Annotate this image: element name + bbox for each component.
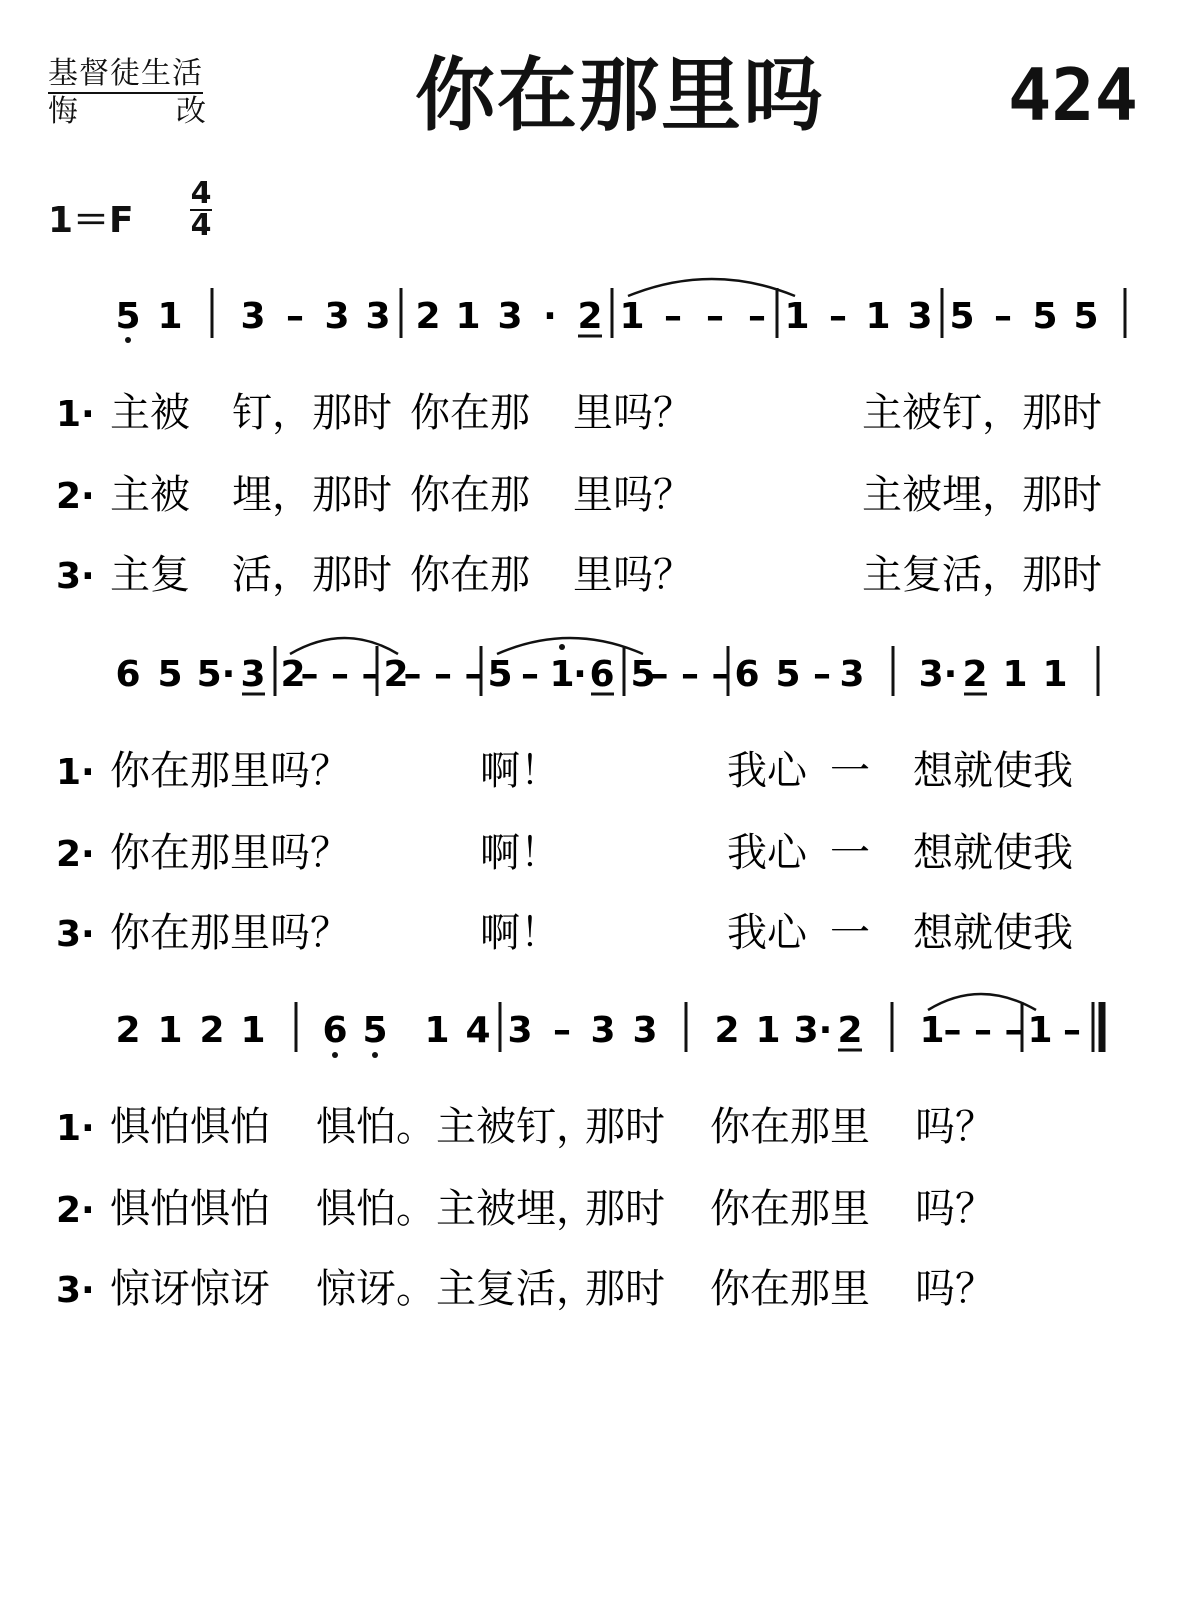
source-sub-b: 改 [176, 94, 206, 129]
note: 1 [1042, 654, 1068, 695]
note: 2 [415, 296, 441, 337]
note: 1 [455, 296, 481, 337]
lyric: 你在那里 [710, 1104, 870, 1150]
lyric: 埋，那时 [232, 472, 392, 518]
verse-number: 2· [56, 1190, 95, 1231]
note: – [994, 296, 1012, 337]
lyric: 啊！ [480, 748, 560, 794]
verse-number: 1· [56, 394, 95, 435]
verse-number: 1· [56, 752, 95, 793]
note: · [543, 296, 557, 337]
lyric: 惧怕惧怕 [110, 1104, 270, 1150]
note: 1 [865, 296, 891, 337]
lyric: 你在那里吗？ [110, 830, 350, 876]
lyric: 那时 [585, 1266, 665, 1312]
lyric: 主复 [110, 552, 190, 598]
note: 6 [589, 654, 615, 695]
note: – – – [650, 654, 730, 695]
note: 1 [549, 654, 575, 695]
system-3-lyrics [56, 1104, 995, 1312]
system-1-notes [115, 279, 1125, 343]
note: 1 [424, 1010, 450, 1051]
lyric: 想就使我 [913, 910, 1073, 956]
low-octave-dot [332, 1052, 338, 1058]
note: 1 [1002, 654, 1028, 695]
lyric: 你在那里吗？ [110, 748, 350, 794]
lyric: 惊讶。主复活， [316, 1266, 596, 1312]
note: 3 [240, 654, 266, 695]
note: 1 [1027, 1010, 1053, 1051]
lyric: 一 [830, 748, 870, 794]
lyric: 我心 [727, 830, 807, 876]
note: 1 [919, 1010, 945, 1051]
lyric: 惧怕。主被钉， [316, 1104, 596, 1150]
meter-bottom: 4 [190, 208, 212, 243]
lyric: 你在那里 [710, 1186, 870, 1232]
note: 2 [837, 1010, 863, 1051]
note: – [748, 296, 766, 337]
lyric: 主被 [110, 390, 190, 436]
note: – [1063, 1010, 1081, 1051]
note: 6 [115, 654, 141, 695]
note: 2 [280, 654, 306, 695]
lyric: 惧怕惧怕 [110, 1186, 270, 1232]
note: 3 [324, 296, 350, 337]
lyric: 吗？ [915, 1104, 995, 1150]
note: 2 [962, 654, 988, 695]
lyric: 啊！ [480, 830, 560, 876]
note: 2 [714, 1010, 740, 1051]
hymn-number: 424 [1007, 53, 1138, 137]
note: – [829, 296, 847, 337]
note: – [664, 296, 682, 337]
system-2-lyrics [56, 748, 1073, 956]
note: 2 [199, 1010, 225, 1051]
verse-number: 2· [56, 476, 95, 517]
hymn-title: 你在那里吗 [415, 49, 825, 142]
lyric: 你在那里 [710, 1266, 870, 1312]
note: 3 [497, 296, 523, 337]
note: 5 [630, 654, 656, 695]
note: 5· [196, 654, 236, 695]
high-octave-dot [559, 644, 565, 650]
verse-number: 3· [56, 1270, 95, 1311]
note: 5 [487, 654, 513, 695]
note: 3 [507, 1010, 533, 1051]
note: 1 [240, 1010, 266, 1051]
lyric: 你在那 [410, 472, 530, 518]
system-1-lyrics [56, 390, 1102, 598]
note: 6 [322, 1010, 348, 1051]
tie [628, 279, 795, 296]
note: 3 [632, 1010, 658, 1051]
lyric: 里吗？ [573, 552, 693, 598]
note: – [553, 1010, 571, 1051]
note: 5 [1073, 296, 1099, 337]
lyric: 里吗？ [573, 472, 693, 518]
lyric: 那时 [585, 1186, 665, 1232]
note: 2 [115, 1010, 141, 1051]
lyric: 你在那 [410, 390, 530, 436]
note: 3 [907, 296, 933, 337]
verse-number: 1· [56, 1108, 95, 1149]
note: 3 [365, 296, 391, 337]
note: 1 [157, 296, 183, 337]
note: 3 [590, 1010, 616, 1051]
note: – – – [943, 1010, 1023, 1051]
note: 5 [949, 296, 975, 337]
note: · [573, 654, 587, 695]
source-category: 基督徒生活 [48, 56, 203, 94]
note: 5 [115, 296, 141, 337]
lyric: 里吗？ [573, 390, 693, 436]
lyric: 钉，那时 [232, 390, 392, 436]
lyric: 吗？ [915, 1266, 995, 1312]
slur [497, 638, 643, 654]
lyric: 惊讶惊讶 [110, 1266, 270, 1312]
low-octave-dot [125, 337, 131, 343]
note: 1 [619, 296, 645, 337]
note: – [286, 296, 304, 337]
note: 1 [157, 1010, 183, 1051]
meter-top: 4 [190, 176, 212, 211]
lyric: 你在那里吗？ [110, 910, 350, 956]
lyric: 那时 [585, 1104, 665, 1150]
verse-number: 3· [56, 914, 95, 955]
system-3-notes [115, 994, 1102, 1058]
lyric: 一 [830, 910, 870, 956]
lyric: 我心 [727, 748, 807, 794]
key-signature: 1＝F [48, 200, 134, 241]
lyric: 想就使我 [913, 748, 1073, 794]
low-octave-dot [372, 1052, 378, 1058]
note: 5 [362, 1010, 388, 1051]
tie [290, 638, 398, 654]
note: 6 [734, 654, 760, 695]
note: – – – [300, 654, 380, 695]
lyric: 一 [830, 830, 870, 876]
note: 1 [784, 296, 810, 337]
lyric: 惧怕。主被埋， [316, 1186, 596, 1232]
note: 5 [775, 654, 801, 695]
note: 5 [1032, 296, 1058, 337]
note: 5 [157, 654, 183, 695]
note: 3 [240, 296, 266, 337]
lyric: 你在那 [410, 552, 530, 598]
note: – [521, 654, 539, 695]
note: 3 [839, 654, 865, 695]
note: 2 [577, 296, 603, 337]
lyric: 主复活，那时 [862, 552, 1102, 598]
lyric: 主被埋，那时 [862, 472, 1102, 518]
lyric: 啊！ [480, 910, 560, 956]
note: – [706, 296, 724, 337]
note: 1 [755, 1010, 781, 1051]
lyric: 活，那时 [232, 552, 392, 598]
source-sub-a: 悔 [48, 94, 78, 129]
note: 3· [793, 1010, 833, 1051]
lyric: 想就使我 [913, 830, 1073, 876]
note: 2 [383, 654, 409, 695]
lyric: 吗？ [915, 1186, 995, 1232]
verse-number: 3· [56, 556, 95, 597]
note: 3· [918, 654, 958, 695]
lyric: 主被钉，那时 [862, 390, 1102, 436]
tie [928, 994, 1036, 1010]
lyric: 我心 [727, 910, 807, 956]
note: 4 [465, 1010, 491, 1051]
note: – – – [403, 654, 483, 695]
lyric: 主被 [110, 472, 190, 518]
verse-number: 2· [56, 834, 95, 875]
note: – [813, 654, 831, 695]
system-2-notes [115, 638, 1098, 696]
